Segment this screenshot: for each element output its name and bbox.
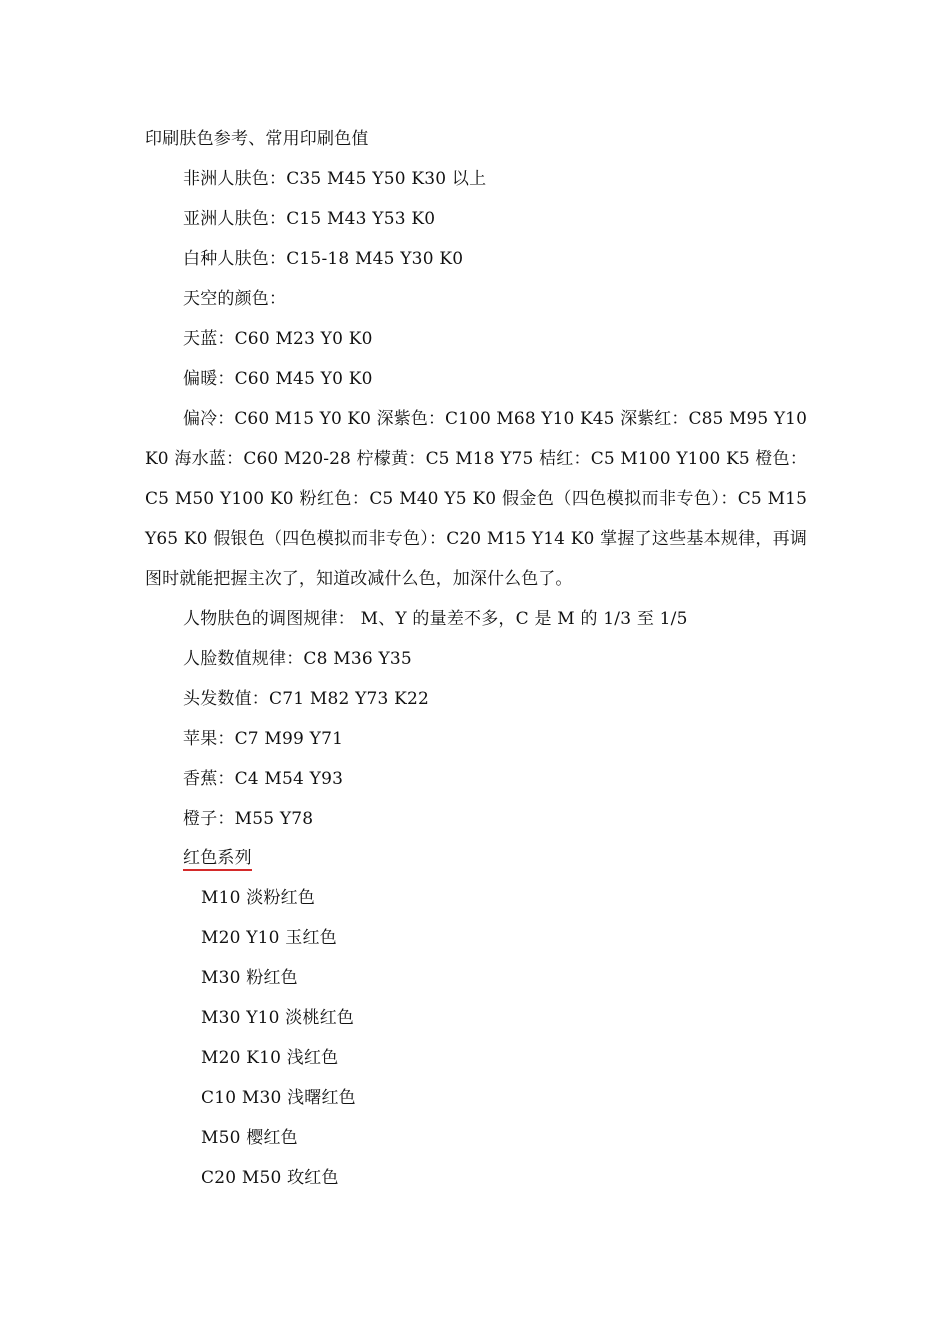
document-title: 印刷肤色参考、常用印刷色值 <box>145 129 369 149</box>
red-series-heading-text: 红色系列 <box>183 848 252 871</box>
red-series-item: M30 粉红色 <box>201 968 298 988</box>
color-values-paragraph: 偏冷：C60 M15 Y0 K0 深紫色：C100 M68 Y10 K45 深紫红：C85 M95 Y10 K0 海水蓝：C60 M20-28 柠檬黄：C5 M18 Y75 桔红：C5 M100 Y100 K5 橙色：C5 M50 Y100 K0 粉红色：C5 M40 Y5 K0 假金色（四色模拟而非专色）：C5 M15 Y65 K0 假银色（四色模拟而非专色）：C20 M15 Y14 K0 掌握了这些基本规律，再调图时就能把握主次了，知道改减什么色，加深什么色了。 <box>145 409 807 589</box>
red-series-heading <box>183 846 252 870</box>
hair-value-line: 头发数值：C71 M82 Y73 K22 <box>183 689 430 709</box>
red-series-item: C20 M50 玫红色 <box>201 1168 339 1188</box>
red-series-item: C10 M30 浅曙红色 <box>201 1088 356 1108</box>
orange-value-line: 橙子：M55 Y78 <box>183 809 314 829</box>
sky-heading: 天空的颜色： <box>183 289 287 309</box>
sky-warm-line: 偏暖：C60 M45 Y0 K0 <box>183 369 373 389</box>
red-series-item: M10 淡粉红色 <box>201 888 316 908</box>
red-series-item: M30 Y10 淡桃红色 <box>201 1008 355 1028</box>
banana-value-line: 香蕉：C4 M54 Y93 <box>183 769 344 789</box>
sky-blue-line: 天蓝：C60 M23 Y0 K0 <box>183 329 373 349</box>
face-value-line: 人脸数值规律：C8 M36 Y35 <box>183 649 412 669</box>
red-series-item: M20 Y10 玉红色 <box>201 928 337 948</box>
red-series-item: M50 樱红色 <box>201 1128 298 1148</box>
red-series-item: M20 K10 浅红色 <box>201 1048 339 1068</box>
asian-skin-line: 亚洲人肤色：C15 M43 Y53 K0 <box>183 209 436 229</box>
apple-value-line: 苹果：C7 M99 Y71 <box>183 729 344 749</box>
white-skin-line: 白种人肤色：C15-18 M45 Y30 K0 <box>183 249 464 269</box>
african-skin-line: 非洲人肤色：C35 M45 Y50 K30 以上 <box>183 169 487 189</box>
skin-rule-line: 人物肤色的调图规律： M、Y 的量差不多，C 是 M 的 1/3 至 1/5 <box>183 609 688 629</box>
